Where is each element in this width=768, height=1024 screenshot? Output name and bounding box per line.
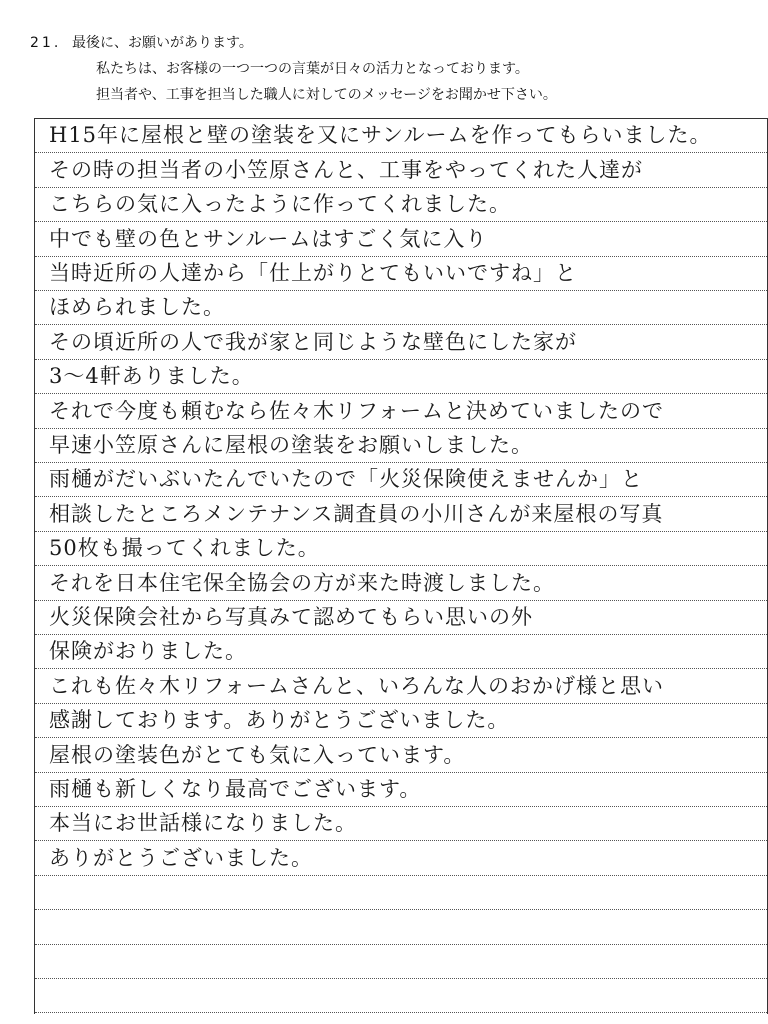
question-title: 最後に、お願いがあります。 [72,35,253,51]
ruled-line [35,153,767,187]
ruled-line [35,360,767,394]
ruled-line [35,979,767,1013]
ruled-line [35,945,767,979]
handwritten-text: 当時近所の人達から「仕上がりとてもいいですね」と [49,260,577,285]
handwritten-text: 保険がおりました。 [49,639,247,664]
handwritten-text: これも佐々木リフォームさんと、いろんな人のおかげ様と思い [49,673,664,698]
question-header [30,30,750,108]
handwritten-text: 雨樋も新しくなり最高でございます。 [49,776,422,801]
handwritten-text: 早速小笠原さんに屋根の塗装をお願いしました。 [49,432,533,457]
handwritten-text: それを日本住宅保全協会の方が来た時渡しました。 [49,570,555,595]
ruled-line [35,497,767,531]
handwritten-text: こちらの気に入ったように作ってくれました。 [49,192,511,217]
handwritten-text: 50枚も撮ってくれました。 [49,536,320,561]
handwritten-message-sheet [34,118,768,1014]
ruled-line [35,669,767,703]
handwritten-text: H15年に屋根と壁の塗装を又にサンルームを作ってもらいました。 [49,123,712,148]
ruled-line [35,841,767,875]
ruled-line [35,635,767,669]
ruled-line [35,188,767,222]
handwritten-text: 雨樋がだいぶいたんでいたので「火災保険使えませんか」と [49,467,643,492]
handwritten-text: 相談したところメンテナンス調査員の小川さんが来屋根の写真 [49,501,664,526]
ruled-line [35,291,767,325]
handwritten-text: 火災保険会社から写真みて認めてもらい思いの外 [49,604,533,629]
question-subtitle-1: 私たちは、お客様の一つ一つの言葉が日々の活力となっております。 [96,61,529,77]
handwritten-text: その時の担当者の小笠原さんと、工事をやってくれた人達が [49,157,643,182]
ruled-line [35,910,767,944]
handwritten-text: ほめられました。 [49,295,225,320]
question-number: 21. [30,35,62,51]
ruled-line [35,532,767,566]
question-title-line [30,30,750,56]
ruled-line [35,773,767,807]
ruled-line [35,463,767,497]
question-subtitle-2: 担当者や、工事を担当した職人に対してのメッセージをお聞かせ下さい。 [96,87,557,103]
handwritten-text: その頃近所の人で我が家と同じような壁色にした家が [49,329,577,354]
ruled-line [35,325,767,359]
ruled-line [35,566,767,600]
ruled-line [35,429,767,463]
handwritten-text: 本当にお世話様になりました。 [49,811,357,836]
handwritten-text: 感謝しております。ありがとうございました。 [49,708,510,733]
handwritten-text: それで今度も頼むなら佐々木リフォームと決めていましたので [49,398,664,423]
handwritten-text: ありがとうございました。 [49,845,313,870]
ruled-line [35,704,767,738]
ruled-line [35,222,767,256]
ruled-line [35,601,767,635]
handwritten-text: 中でも壁の色とサンルームはすごく気に入り [49,226,488,251]
ruled-line [35,807,767,841]
ruled-line [35,119,767,153]
ruled-line [35,738,767,772]
ruled-line [35,394,767,428]
ruled-line [35,876,767,910]
handwritten-text: 3〜4軒ありました。 [49,364,254,389]
ruled-line [35,257,767,291]
handwritten-text: 屋根の塗装色がとても気に入っています。 [49,742,466,767]
